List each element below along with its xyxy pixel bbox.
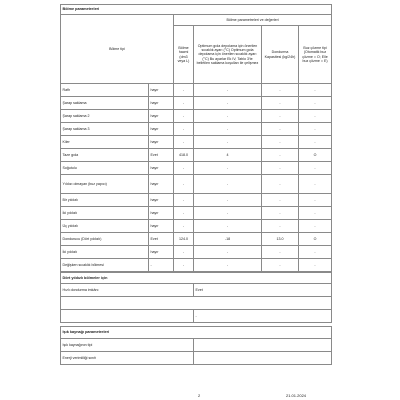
- cell-volume: -: [174, 259, 194, 272]
- compartment-name: Değişken sıcaklık bölmesi: [61, 259, 149, 272]
- cell-present: hayır: [149, 194, 174, 207]
- table-row: [61, 246, 332, 259]
- cell-present: hayır: [149, 84, 174, 97]
- section-title-four-star: Dört yıldızlı bölmeler için: [61, 273, 332, 284]
- cell-temp: -: [194, 110, 262, 123]
- fast-freeze-label: Hızlı dondurma imkânı: [61, 284, 194, 297]
- cell-present: hayır: [149, 207, 174, 220]
- table-row: [61, 233, 332, 246]
- table-row: [61, 84, 332, 97]
- cell-defrost: -: [299, 123, 332, 136]
- cell-temp: -: [194, 246, 262, 259]
- compartment-name: İki yıldızlı: [61, 207, 149, 220]
- cell-freeze: -: [262, 136, 299, 149]
- cell-freeze: -: [262, 246, 299, 259]
- cell-temp: -18: [194, 233, 262, 246]
- cell-freeze: -: [262, 220, 299, 233]
- cell-temp: -: [194, 97, 262, 110]
- cell-temp: -: [194, 220, 262, 233]
- cell-temp: -: [194, 259, 262, 272]
- cell-present: Evet: [149, 233, 174, 246]
- four-star-table: [60, 272, 332, 323]
- cell-present: hayır: [149, 123, 174, 136]
- parameters-table: [60, 4, 332, 272]
- cell-present: Evet: [149, 149, 174, 162]
- cell-defrost: -: [299, 162, 332, 175]
- cell-present: -: [149, 259, 174, 272]
- group-header-params-values: Bölme parametreleri ve değerleri: [174, 15, 332, 26]
- compartment-name: Soğutulu: [61, 162, 149, 175]
- compartment-name: Yıldızı olmayan (buz yapıcı): [61, 175, 149, 194]
- cell-defrost: -: [299, 220, 332, 233]
- blank-row: [61, 297, 332, 310]
- cell-present: hayır: [149, 220, 174, 233]
- compartment-name: Dondurucu (Dört yıldızlı): [61, 233, 149, 246]
- cell-defrost: -: [299, 246, 332, 259]
- col-header-compartment-type: Bölme tipi: [61, 15, 174, 84]
- cell-temp: -: [194, 84, 262, 97]
- cell-present: hayır: [149, 175, 174, 194]
- cell-present: hayır: [149, 97, 174, 110]
- cell-present: hayır: [149, 110, 174, 123]
- cell-present: hayır: [149, 136, 174, 149]
- cell-volume: -: [174, 110, 194, 123]
- fast-freeze-value: Evet: [194, 284, 332, 297]
- cell-freeze: -: [262, 194, 299, 207]
- cell-volume: -: [174, 84, 194, 97]
- cell-freeze: -: [262, 162, 299, 175]
- cell-defrost: O: [299, 233, 332, 246]
- blank-label: [61, 310, 194, 323]
- compartment-name: Şarap saklama: [61, 97, 149, 110]
- cell-defrost: -: [299, 84, 332, 97]
- col-header-defrost-type: Buz çözme tipi (Otomatik buz çözme = O; Elle buz çözme = E): [299, 26, 332, 84]
- cell-freeze: -: [262, 259, 299, 272]
- page-number: 2: [198, 393, 201, 398]
- section-title-light-source: Işık kaynağı parametreleri: [61, 327, 332, 339]
- cell-volume: -: [174, 207, 194, 220]
- cell-defrost: -: [299, 194, 332, 207]
- cell-volume: -: [174, 194, 194, 207]
- table-row: [61, 220, 332, 233]
- cell-defrost: -: [299, 175, 332, 194]
- cell-temp: -: [194, 194, 262, 207]
- table-row: [61, 207, 332, 220]
- cell-volume: 418.0: [174, 149, 194, 162]
- compartment-name: Rafh: [61, 84, 149, 97]
- cell-temp: -: [194, 162, 262, 175]
- cell-temp: 4: [194, 149, 262, 162]
- table-row: [61, 136, 332, 149]
- cell-defrost: -: [299, 97, 332, 110]
- table-row: [61, 175, 332, 194]
- table-row: [61, 149, 332, 162]
- cell-defrost: -: [299, 259, 332, 272]
- cell-volume: -: [174, 220, 194, 233]
- cell-volume: -: [174, 123, 194, 136]
- cell-defrost: O: [299, 149, 332, 162]
- cell-volume: -: [174, 97, 194, 110]
- cell-defrost: -: [299, 136, 332, 149]
- cell-freeze: 13.0: [262, 233, 299, 246]
- document-page: [60, 4, 331, 365]
- table-row: [61, 194, 332, 207]
- cell-freeze: -: [262, 84, 299, 97]
- cell-defrost: -: [299, 207, 332, 220]
- cell-temp: -: [194, 207, 262, 220]
- cell-volume: -: [174, 162, 194, 175]
- compartment-name: Şarap saklama 3: [61, 123, 149, 136]
- compartment-name: Bir yıldızlı: [61, 194, 149, 207]
- cell-freeze: -: [262, 110, 299, 123]
- light-source-type-label: Işık kaynağının tipi: [61, 339, 194, 352]
- table-row: [61, 123, 332, 136]
- table-row: [61, 259, 332, 272]
- cell-freeze: -: [262, 175, 299, 194]
- cell-present: hayır: [149, 246, 174, 259]
- energy-class-value: [194, 352, 332, 365]
- table-row: [61, 110, 332, 123]
- cell-volume: -: [174, 136, 194, 149]
- light-source-type-value: [194, 339, 332, 352]
- col-header-temperature: Optimum gıda depolama için önerilen sıcaklık ayarı (°C) Optimum gıda depolama için önerilen sıcaklık ayarı (°C) Bu ayarlar Ek IV, Tablo 3'te belirtilen saklama koşulları ile çelişmez: [194, 26, 262, 84]
- cell-temp: -: [194, 123, 262, 136]
- footer-date: 21.01.2024: [286, 393, 307, 398]
- cell-defrost: -: [299, 110, 332, 123]
- compartment-name: Şarap saklama 2: [61, 110, 149, 123]
- cell-temp: -: [194, 175, 262, 194]
- cell-freeze: -: [262, 207, 299, 220]
- table-row: [61, 162, 332, 175]
- cell-temp: -: [194, 136, 262, 149]
- cell-volume: -: [174, 246, 194, 259]
- light-source-table: [60, 326, 332, 365]
- table-row: [61, 97, 332, 110]
- section-title-compartment-params: Bölme parametreleri: [61, 5, 332, 15]
- blank-value: -: [194, 310, 332, 323]
- cell-volume: 124.0: [174, 233, 194, 246]
- compartment-name: Taze gıda: [61, 149, 149, 162]
- compartment-name: İki yıldızlı: [61, 246, 149, 259]
- compartment-name: Kiler: [61, 136, 149, 149]
- cell-present: hayır: [149, 162, 174, 175]
- cell-freeze: -: [262, 123, 299, 136]
- cell-volume: -: [174, 175, 194, 194]
- cell-freeze: -: [262, 97, 299, 110]
- cell-freeze: -: [262, 149, 299, 162]
- col-header-volume: Bölme hacmi (dm3 veya L): [174, 26, 194, 84]
- col-header-freezing-capacity: Dondurma Kapasitesi (kg/24h): [262, 26, 299, 84]
- energy-class-label: Enerji verimliliği sınıfı: [61, 352, 194, 365]
- compartment-name: Üç yıldızlı: [61, 220, 149, 233]
